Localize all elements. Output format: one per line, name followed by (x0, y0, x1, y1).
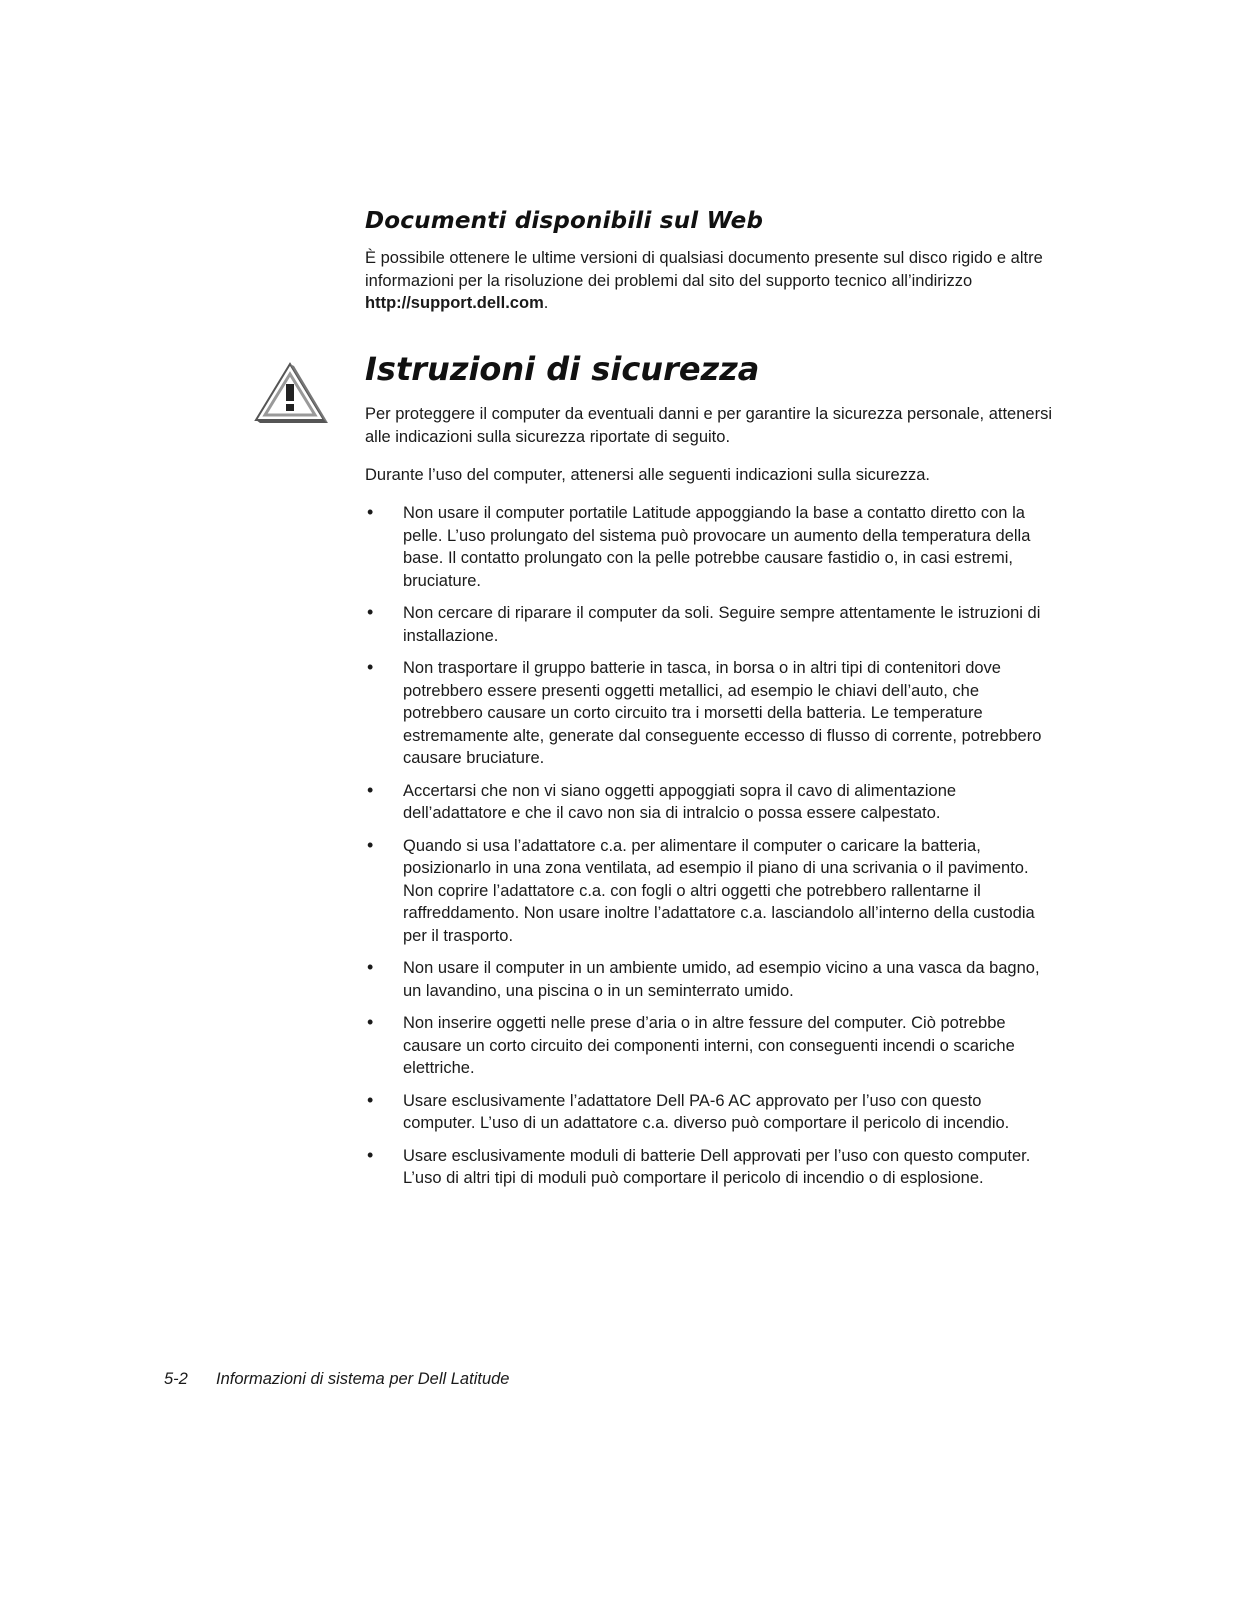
bullet: • (367, 957, 374, 977)
bullet: • (367, 602, 374, 622)
bullet: • (367, 834, 374, 855)
bullet: • (367, 1012, 374, 1032)
page-footer (164, 1370, 509, 1389)
bullet: • (367, 1089, 374, 1110)
bullet: • (367, 779, 374, 800)
list-item (365, 602, 1055, 647)
list-item-text: Non inserire oggetti nelle prese d’aria o in altre fessure del computer. Ciò potrebbe causare un corto circuito dei componenti interni, con conseguenti incendi o scariche elettriche. (403, 1014, 1015, 1077)
list-item-text: Non cercare di riparare il computer da soli. Seguire sempre attentamente le istruzioni di installazione. (403, 604, 1041, 645)
section-heading-safety: Istruzioni di sicurezza (365, 350, 760, 388)
bullet: • (367, 1144, 374, 1165)
safety-list (365, 502, 1055, 1200)
bullet: • (367, 657, 374, 677)
web-paragraph (365, 247, 1055, 315)
list-item-text: Usare esclusivamente l’adattatore Dell PA-6 AC approvato per l’uso con questo computer. L’uso di un adattatore c.a. diverso può comportare il pericolo di incendio. (403, 1091, 1010, 1132)
list-item (365, 957, 1055, 1002)
list-item-text: Non trasportare il gruppo batterie in tasca, in borsa o in altri tipi di contenitori dove potrebbero essere presenti oggetti metallici, ad esempio le chiavi dell’auto, che potrebbero causare un corto circuito tra i morsetti della batteria. Le temperature estremamente alte, generate dal conseguente eccesso di flusso di corrente, potrebbero causare bruciature. (403, 659, 1042, 767)
list-item (365, 657, 1055, 770)
list-item (365, 502, 1055, 592)
warning-icon (254, 362, 332, 424)
list-item-text: Accertarsi che non vi siano oggetti appoggiati sopra il cavo di alimentazione dell’adattatore e che il cavo non sia di intralcio o possa essere calpestato. (403, 781, 957, 822)
web-paragraph-end: . (543, 294, 549, 312)
list-item-text: Non usare il computer portatile Latitude appoggiando la base a contatto diretto con la pelle. L’uso prolungato del sistema può provocare un aumento della temperatura della base. Il contatto prolungato con la pelle potrebbe causare fastidio o, in casi estremi, bruciature. (403, 504, 1031, 590)
web-paragraph-text: È possibile ottenere le ultime versioni di qualsiasi documento presente sul disco rigido e altre informazioni per la risoluzione dei problemi dal sito del supporto tecnico all’indirizzo (365, 249, 1043, 290)
section-heading-web: Documenti disponibili sul Web (365, 208, 764, 234)
list-item-text: Usare esclusivamente moduli di batterie Dell approvati per l’uso con questo computer. L’uso di altri tipi di moduli può comportare il pericolo di incendio o di esplosione. (403, 1146, 1031, 1187)
footer-title: Informazioni di sistema per Dell Latitude (216, 1370, 510, 1388)
list-item (365, 1012, 1055, 1080)
list-item (365, 835, 1055, 948)
safety-intro: Per proteggere il computer da eventuali danni e per garantire la sicurezza personale, attenersi alle indicazioni sulla sicurezza riportate di seguito. (365, 405, 1052, 446)
list-item (365, 1090, 1055, 1135)
list-item (365, 780, 1055, 825)
bullet: • (367, 502, 374, 522)
list-item (365, 1145, 1055, 1190)
list-item-text: Non usare il computer in un ambiente umido, ad esempio vicino a una vasca da bagno, un lavandino, una piscina o in un seminterrato umido. (403, 959, 1040, 1000)
page-number: 5-2 (164, 1370, 188, 1388)
safety-lead: Durante l’uso del computer, attenersi alle seguenti indicazioni sulla sicurezza. (365, 466, 930, 484)
support-url-link[interactable]: http://support.dell.com (365, 294, 544, 312)
list-item-text: Quando si usa l’adattatore c.a. per alimentare il computer o caricare la batteria, posizionarlo in una zona ventilata, ad esempio il piano di una scrivania o il pavimento. Non coprire l’adattatore c.a. con fogli o altri oggetti che potrebbero rallentarne il raffreddamento. Non usare inoltre l’adattatore c.a. lasciandolo all’interno della custodia per il trasporto. (403, 836, 1035, 945)
